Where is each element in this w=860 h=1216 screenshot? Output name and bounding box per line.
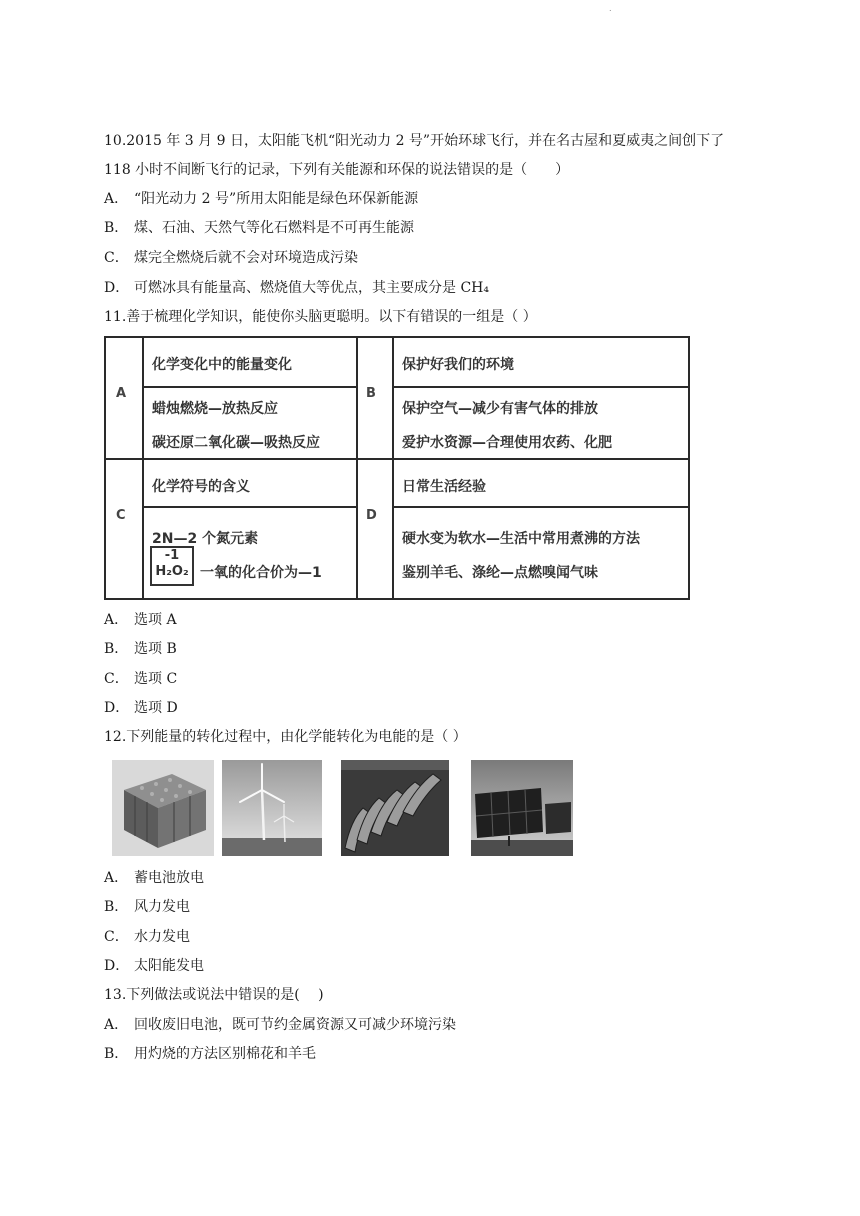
q11-knowledge-table: [104, 336, 690, 600]
table-a-row2: 碳还原二氧化碳—吸热反应: [152, 435, 320, 451]
option-text: 煤完全燃烧后就不会对环境造成污染: [134, 250, 358, 266]
option-text: 水力发电: [134, 929, 190, 945]
option-text: 可燃冰具有能量高、燃烧值大等优点，其主要成分是 CH₄: [134, 280, 489, 296]
table-b-row1: 保护空气—减少有害气体的排放: [402, 401, 598, 417]
q11-option-d: [104, 698, 178, 718]
solar-panel-image: [471, 760, 573, 856]
q12-option-c: [104, 927, 190, 947]
table-letter-b: B: [366, 386, 376, 401]
option-text: 选项 B: [134, 641, 177, 657]
option-text: 煤、石油、天然气等化石燃料是不可再生能源: [134, 220, 414, 236]
q13-stem: 13.下列做法或说法中错误的是( ): [104, 987, 324, 1003]
option-letter: C．: [104, 929, 129, 945]
q13-option-b: [104, 1044, 316, 1064]
option-text: 选项 C: [134, 671, 178, 687]
option-text: 太阳能发电: [134, 958, 204, 974]
option-letter: A．: [104, 870, 129, 886]
option-letter: B．: [104, 1046, 129, 1062]
q12-stem: 12.下列能量的转化过程中，由化学能转化为电能的是（ ）: [104, 729, 467, 745]
q10-stem-line2: 118 小时不间断飞行的记录，下列有关能源和环保的说法错误的是（ ）: [104, 162, 570, 178]
q10-option-a: [104, 189, 418, 209]
option-letter: D．: [104, 700, 130, 716]
battery-pack-image: [112, 760, 214, 856]
option-text: 选项 D: [134, 700, 178, 716]
option-letter: C．: [104, 671, 129, 687]
table-b-header: 保护好我们的环境: [402, 357, 514, 373]
table-c-row1: 2N—2 个氮元素: [152, 531, 259, 547]
header-mark: .: [609, 4, 612, 13]
q12-option-b: [104, 897, 190, 917]
table-d-row2: 鉴别羊毛、涤纶—点燃嗅闻气味: [402, 565, 598, 581]
option-text: 选项 A: [134, 612, 177, 628]
table-letter-c: C: [116, 508, 126, 523]
table-letter-d: D: [366, 508, 377, 523]
table-a-header: 化学变化中的能量变化: [152, 357, 292, 373]
table-c-row2: 一氧的化合价为—1: [200, 565, 322, 581]
wind-turbine-image: [222, 760, 322, 856]
q13-option-a: [104, 1015, 456, 1035]
q12-option-a: [104, 868, 204, 888]
table-a-row1: 蜡烛燃烧—放热反应: [152, 401, 278, 417]
q10-option-c: [104, 248, 358, 268]
option-letter: A．: [104, 191, 129, 207]
formula-h2o2: H₂O₂: [155, 564, 189, 579]
table-b-row2: 爱护水资源—合理使用农药、化肥: [402, 435, 612, 451]
option-text: 蓄电池放电: [134, 870, 204, 886]
q11-option-b: [104, 639, 177, 659]
q11-stem: 11.善于梳理化学知识，能使你头脑更聪明。以下有错误的一组是（ ）: [104, 309, 537, 325]
q12-option-d: [104, 956, 204, 976]
option-text: “阳光动力 2 号”所用太阳能是绿色环保新能源: [134, 191, 419, 207]
q10-option-b: [104, 218, 414, 238]
option-letter: C．: [104, 250, 129, 266]
option-letter: B．: [104, 641, 129, 657]
q10-stem-line1: 10.2015 年 3 月 9 日，太阳能飞机“阳光动力 2 号”开始环球飞行，并在名古屋和夏威夷之间创下了: [104, 133, 725, 149]
q11-option-a: [104, 610, 177, 630]
table-d-row1: 硬水变为软水—生活中常用煮沸的方法: [402, 531, 640, 547]
option-letter: D．: [104, 280, 130, 296]
q11-option-c: [104, 669, 177, 689]
table-letter-a: A: [116, 386, 127, 401]
hydro-turbine-image: [341, 760, 449, 856]
valence-mark: -1: [164, 548, 180, 563]
option-letter: A．: [104, 1017, 129, 1033]
option-letter: B．: [104, 899, 129, 915]
option-text: 风力发电: [134, 899, 190, 915]
table-c-header: 化学符号的含义: [152, 479, 250, 495]
option-letter: B．: [104, 220, 129, 236]
option-letter: D．: [104, 958, 130, 974]
option-text: 用灼烧的方法区别棉花和羊毛: [134, 1046, 316, 1062]
option-letter: A．: [104, 612, 129, 628]
q10-option-d: [104, 278, 489, 298]
option-text: 回收废旧电池，既可节约金属资源又可减少环境污染: [134, 1017, 456, 1033]
table-d-header: 日常生活经验: [402, 479, 486, 495]
h2o2-valence-box: [150, 546, 194, 586]
